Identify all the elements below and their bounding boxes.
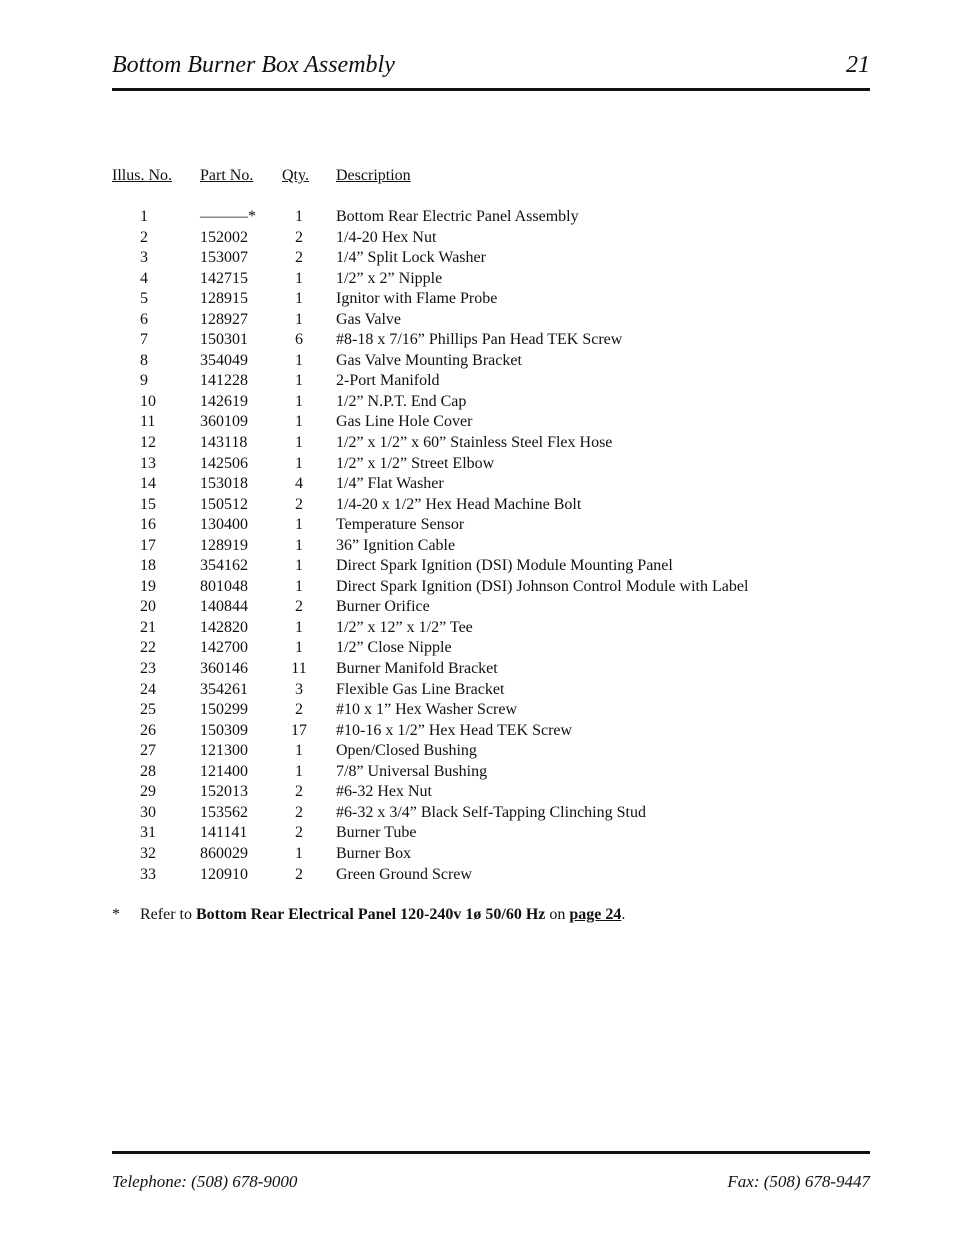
cell-part-no: 121400 bbox=[200, 762, 248, 780]
cell-part-no: 152013 bbox=[200, 783, 248, 801]
cell-qty: 2 bbox=[295, 249, 303, 267]
cell-part-no: 142700 bbox=[200, 639, 248, 657]
cell-description: Temperature Sensor bbox=[336, 516, 465, 534]
cell-qty: 1 bbox=[295, 742, 303, 760]
table-row bbox=[112, 721, 812, 742]
cell-illus-no: 23 bbox=[140, 660, 156, 678]
cell-illus-no: 15 bbox=[140, 495, 156, 513]
cell-description: #8-18 x 7/16” Phillips Pan Head TEK Screw bbox=[336, 331, 623, 349]
cell-qty: 1 bbox=[295, 639, 303, 657]
cell-qty: 2 bbox=[295, 495, 303, 513]
cell-description: 1/2” x 12” x 1/2” Tee bbox=[336, 618, 473, 636]
table-row bbox=[112, 371, 812, 392]
footer-fax: Fax: (508) 678-9447 bbox=[727, 1172, 870, 1191]
cell-illus-no: 11 bbox=[140, 413, 156, 431]
cell-part-no: 153562 bbox=[200, 803, 248, 821]
footnote-marker: * bbox=[112, 906, 120, 923]
table-header-row bbox=[112, 166, 812, 186]
cell-description: 1/2” x 1/2” x 60” Stainless Steel Flex Hose bbox=[336, 434, 613, 452]
cell-illus-no: 14 bbox=[140, 475, 156, 493]
cell-qty: 17 bbox=[291, 721, 307, 739]
cell-description: Flexible Gas Line Bracket bbox=[336, 680, 505, 698]
table-row bbox=[112, 844, 812, 865]
cell-illus-no: 27 bbox=[140, 742, 156, 760]
table-row bbox=[112, 269, 812, 290]
cell-illus-no: 12 bbox=[140, 434, 156, 452]
table-row bbox=[112, 351, 812, 372]
cell-description: Open/Closed Bushing bbox=[336, 742, 477, 760]
cell-description: Ignitor with Flame Probe bbox=[336, 290, 498, 308]
cell-part-no: 150309 bbox=[200, 721, 248, 739]
table-row bbox=[112, 741, 812, 762]
cell-illus-no: 20 bbox=[140, 598, 156, 616]
cell-qty: 1 bbox=[295, 577, 303, 595]
cell-description: #6-32 x 3/4” Black Self-Tapping Clinching Stud bbox=[336, 803, 646, 821]
cell-illus-no: 28 bbox=[140, 762, 156, 780]
cell-part-no: 121300 bbox=[200, 742, 248, 760]
table-row bbox=[112, 597, 812, 618]
footer-telephone: Telephone: (508) 678-9000 bbox=[112, 1172, 298, 1191]
cell-illus-no: 1 bbox=[140, 208, 148, 225]
cell-part-no: ———* bbox=[200, 208, 256, 225]
cell-description: Gas Line Hole Cover bbox=[336, 413, 473, 431]
cell-qty: 2 bbox=[295, 783, 303, 801]
cell-qty: 3 bbox=[295, 680, 303, 698]
cell-illus-no: 31 bbox=[140, 824, 156, 842]
cell-description: Direct Spark Ignition (DSI) Johnson Control Module with Label bbox=[336, 577, 749, 595]
cell-description: 2-Port Manifold bbox=[336, 372, 440, 390]
footnote-bold-reference: Bottom Rear Electrical Panel 120-240v 1ø 50/60 Hz bbox=[195, 906, 546, 923]
cell-qty: 6 bbox=[295, 331, 303, 349]
table-row bbox=[112, 515, 812, 536]
cell-description: 7/8” Universal Bushing bbox=[336, 762, 488, 780]
cell-part-no: 142715 bbox=[200, 269, 248, 287]
table-row bbox=[112, 412, 812, 433]
cell-illus-no: 16 bbox=[140, 516, 156, 534]
cell-part-no: 360146 bbox=[200, 660, 248, 678]
table-row bbox=[112, 638, 812, 659]
cell-part-no: 141141 bbox=[200, 824, 248, 842]
cell-illus-no: 2 bbox=[140, 228, 148, 246]
cell-description: Burner Orifice bbox=[336, 598, 430, 616]
cell-illus-no: 3 bbox=[140, 249, 148, 267]
footnote-prefix: Refer to bbox=[140, 906, 192, 923]
cell-part-no: 860029 bbox=[200, 844, 248, 862]
cell-part-no: 120910 bbox=[200, 865, 248, 883]
cell-qty: 1 bbox=[295, 413, 303, 431]
cell-qty: 1 bbox=[295, 454, 303, 472]
cell-qty: 2 bbox=[295, 228, 303, 246]
table-row bbox=[112, 495, 812, 516]
cell-qty: 2 bbox=[295, 824, 303, 842]
cell-illus-no: 30 bbox=[140, 803, 156, 821]
cell-part-no: 150512 bbox=[200, 495, 248, 513]
column-header-qty: Qty. bbox=[282, 167, 309, 184]
cell-illus-no: 10 bbox=[140, 392, 156, 410]
cell-part-no: 128927 bbox=[200, 310, 248, 328]
cell-description: 1/2” N.P.T. End Cap bbox=[336, 392, 467, 410]
parts-table bbox=[112, 166, 812, 885]
cell-part-no: 143118 bbox=[200, 434, 248, 452]
cell-qty: 1 bbox=[295, 269, 303, 287]
cell-part-no: 130400 bbox=[200, 516, 248, 534]
cell-qty: 1 bbox=[295, 290, 303, 308]
cell-qty: 1 bbox=[295, 844, 303, 862]
table-row bbox=[112, 618, 812, 639]
cell-part-no: 354162 bbox=[200, 557, 248, 575]
cell-illus-no: 32 bbox=[140, 844, 156, 862]
cell-description: #6-32 Hex Nut bbox=[336, 783, 432, 801]
column-header-illus: Illus. No. bbox=[112, 167, 172, 184]
table-row bbox=[112, 782, 812, 803]
cell-description: Burner Tube bbox=[336, 824, 417, 842]
cell-illus-no: 4 bbox=[140, 269, 148, 287]
cell-illus-no: 26 bbox=[140, 721, 156, 739]
footnote bbox=[112, 906, 625, 924]
table-row bbox=[112, 823, 812, 844]
cell-illus-no: 5 bbox=[140, 290, 148, 308]
table-body bbox=[112, 207, 812, 885]
cell-part-no: 360109 bbox=[200, 413, 248, 431]
cell-qty: 1 bbox=[295, 208, 303, 225]
page-header bbox=[112, 50, 870, 91]
cell-description: Burner Manifold Bracket bbox=[336, 660, 498, 678]
table-row bbox=[112, 207, 812, 228]
table-row bbox=[112, 803, 812, 824]
cell-description: #10-16 x 1/2” Hex Head TEK Screw bbox=[336, 721, 573, 739]
cell-qty: 1 bbox=[295, 536, 303, 554]
cell-description: #10 x 1” Hex Washer Screw bbox=[336, 701, 518, 719]
cell-part-no: 801048 bbox=[200, 577, 248, 595]
cell-description: Green Ground Screw bbox=[336, 865, 472, 883]
cell-description: 1/2” x 2” Nipple bbox=[336, 269, 443, 287]
cell-description: 1/2” Close Nipple bbox=[336, 639, 452, 657]
table-row bbox=[112, 536, 812, 557]
footnote-suffix: . bbox=[621, 906, 626, 923]
cell-part-no: 142820 bbox=[200, 618, 248, 636]
table-row bbox=[112, 310, 812, 331]
page-24-link[interactable]: page 24 bbox=[569, 906, 622, 923]
cell-part-no: 141228 bbox=[200, 372, 248, 390]
cell-description: 36” Ignition Cable bbox=[336, 536, 456, 554]
cell-qty: 1 bbox=[295, 557, 303, 575]
cell-qty: 2 bbox=[295, 701, 303, 719]
cell-description: Direct Spark Ignition (DSI) Module Mounting Panel bbox=[336, 557, 673, 575]
cell-part-no: 140844 bbox=[200, 598, 248, 616]
table-row bbox=[112, 289, 812, 310]
cell-illus-no: 7 bbox=[140, 331, 148, 349]
table-row bbox=[112, 556, 812, 577]
cell-part-no: 152002 bbox=[200, 228, 248, 246]
cell-qty: 1 bbox=[295, 618, 303, 636]
cell-qty: 1 bbox=[295, 434, 303, 452]
cell-illus-no: 13 bbox=[140, 454, 156, 472]
cell-description: 1/2” x 1/2” Street Elbow bbox=[336, 454, 495, 472]
table-row bbox=[112, 433, 812, 454]
cell-part-no: 128915 bbox=[200, 290, 248, 308]
cell-qty: 4 bbox=[295, 475, 303, 493]
cell-part-no: 142619 bbox=[200, 392, 248, 410]
cell-qty: 1 bbox=[295, 372, 303, 390]
cell-illus-no: 25 bbox=[140, 701, 156, 719]
cell-description: Bottom Rear Electric Panel Assembly bbox=[336, 208, 579, 225]
column-header-description: Description bbox=[336, 167, 411, 184]
cell-qty: 2 bbox=[295, 865, 303, 883]
table-row bbox=[112, 228, 812, 249]
page-number: 21 bbox=[846, 52, 870, 78]
cell-part-no: 128919 bbox=[200, 536, 248, 554]
table-row bbox=[112, 474, 812, 495]
cell-illus-no: 33 bbox=[140, 865, 156, 883]
page-footer bbox=[112, 1151, 870, 1191]
cell-description: Gas Valve bbox=[336, 310, 402, 328]
cell-illus-no: 18 bbox=[140, 557, 156, 575]
table-row bbox=[112, 659, 812, 680]
cell-illus-no: 21 bbox=[140, 618, 156, 636]
table-row bbox=[112, 680, 812, 701]
table-row bbox=[112, 762, 812, 783]
table-row bbox=[112, 700, 812, 721]
cell-part-no: 150299 bbox=[200, 701, 248, 719]
cell-qty: 11 bbox=[291, 660, 307, 678]
cell-illus-no: 9 bbox=[140, 372, 148, 390]
cell-qty: 2 bbox=[295, 598, 303, 616]
cell-part-no: 153018 bbox=[200, 475, 248, 493]
cell-description: Gas Valve Mounting Bracket bbox=[336, 351, 522, 369]
table-row bbox=[112, 865, 812, 886]
page-title: Bottom Burner Box Assembly bbox=[112, 52, 395, 78]
cell-illus-no: 29 bbox=[140, 783, 156, 801]
cell-qty: 1 bbox=[295, 351, 303, 369]
cell-illus-no: 6 bbox=[140, 310, 148, 328]
cell-description: 1/4-20 Hex Nut bbox=[336, 228, 437, 246]
cell-description: 1/4-20 x 1/2” Hex Head Machine Bolt bbox=[336, 495, 582, 513]
cell-illus-no: 24 bbox=[140, 680, 156, 698]
cell-qty: 2 bbox=[295, 803, 303, 821]
cell-part-no: 142506 bbox=[200, 454, 248, 472]
cell-part-no: 354049 bbox=[200, 351, 248, 369]
table-row bbox=[112, 577, 812, 598]
cell-part-no: 354261 bbox=[200, 680, 248, 698]
cell-illus-no: 22 bbox=[140, 639, 156, 657]
table-row bbox=[112, 392, 812, 413]
column-header-part: Part No. bbox=[200, 167, 254, 184]
table-row bbox=[112, 248, 812, 269]
cell-illus-no: 19 bbox=[140, 577, 156, 595]
cell-illus-no: 8 bbox=[140, 351, 148, 369]
cell-description: Burner Box bbox=[336, 844, 412, 862]
footnote-middle: on bbox=[549, 906, 566, 923]
cell-part-no: 153007 bbox=[200, 249, 248, 267]
cell-qty: 1 bbox=[295, 762, 303, 780]
table-row bbox=[112, 454, 812, 475]
cell-illus-no: 17 bbox=[140, 536, 156, 554]
cell-description: 1/4” Flat Washer bbox=[336, 475, 444, 493]
cell-part-no: 150301 bbox=[200, 331, 248, 349]
cell-qty: 1 bbox=[295, 310, 303, 328]
cell-qty: 1 bbox=[295, 516, 303, 534]
cell-qty: 1 bbox=[295, 392, 303, 410]
cell-description: 1/4” Split Lock Washer bbox=[336, 249, 486, 267]
table-row bbox=[112, 330, 812, 351]
